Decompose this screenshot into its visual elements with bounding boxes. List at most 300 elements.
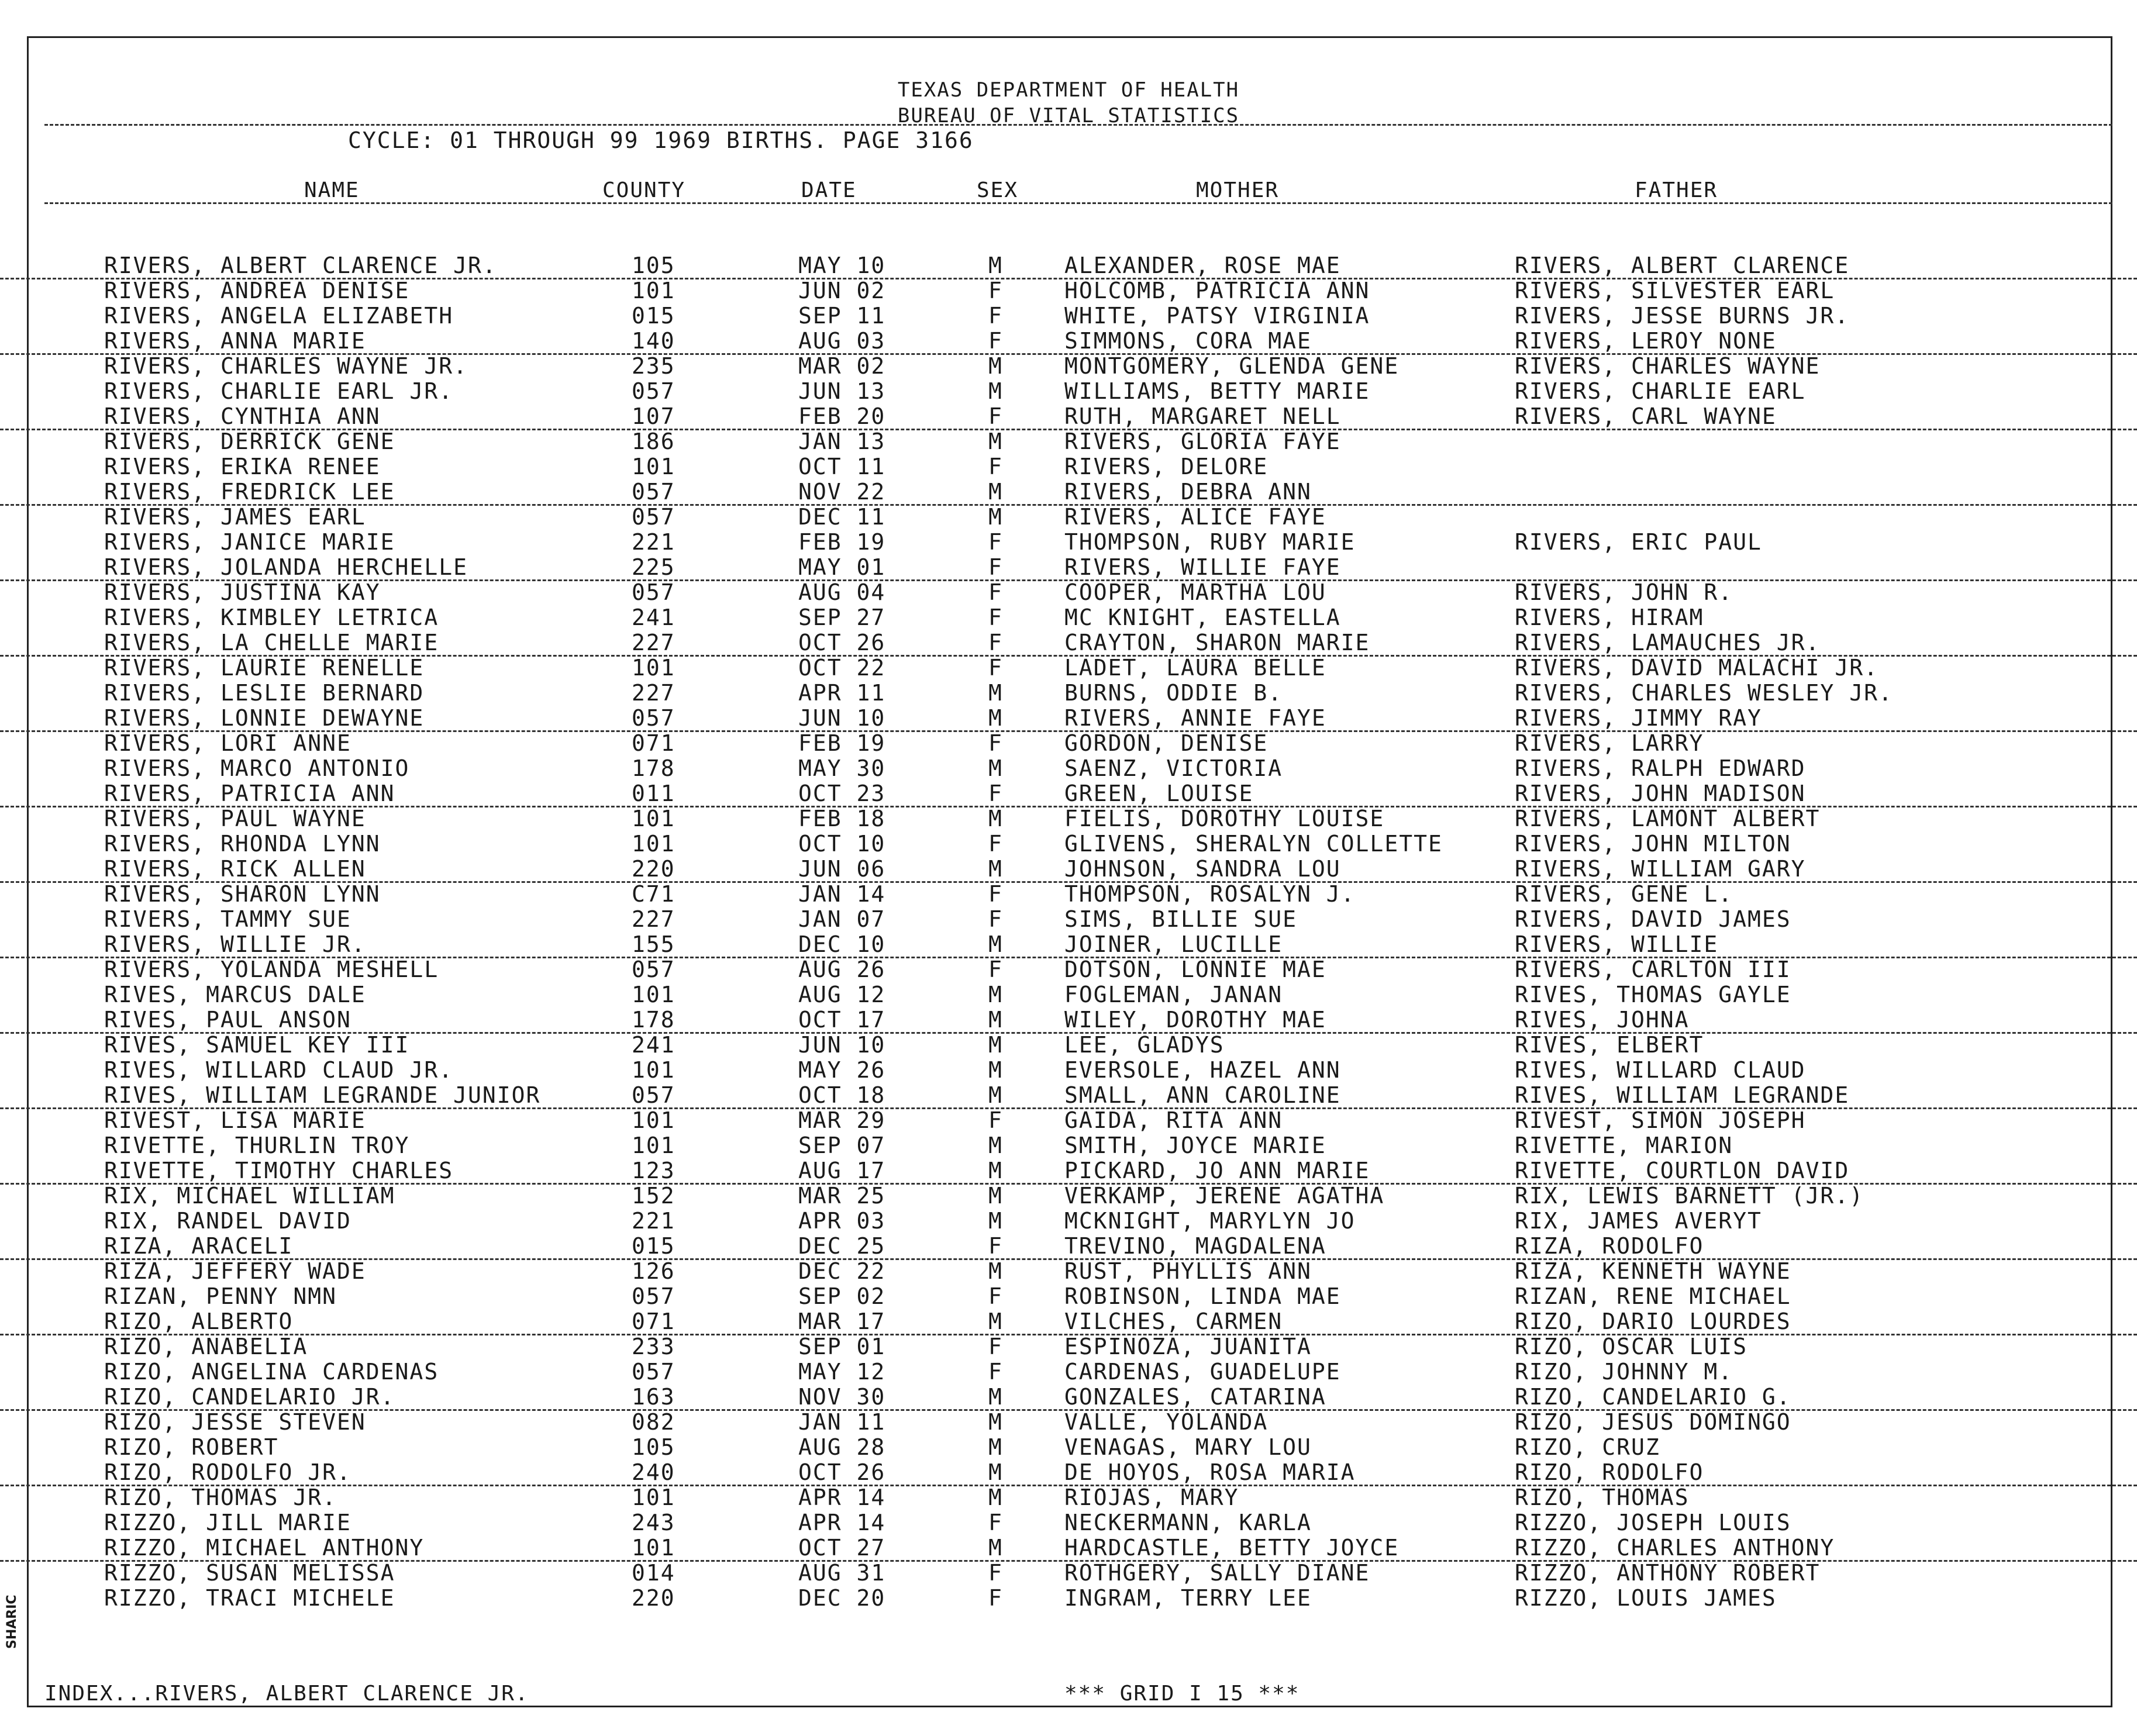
- cell-mother: BURNS, ODDIE B.: [1064, 680, 1283, 706]
- cell-father: RIVERS, ERIC PAUL: [1515, 529, 1762, 555]
- cell-father: RIVERS, JESSE BURNS JR.: [1515, 303, 1850, 329]
- table-row: [0, 278, 2137, 303]
- cell-father: RIZA, RODOLFO: [1515, 1233, 1704, 1259]
- cell-mother: NECKERMANN, KARLA: [1064, 1510, 1312, 1535]
- cell-date: OCT 18: [798, 1082, 886, 1108]
- table-row: [0, 1057, 2137, 1082]
- cell-date: APR 14: [798, 1485, 886, 1510]
- cell-name: RIZO, RODOLFO JR.: [104, 1459, 351, 1485]
- cell-county: 186: [632, 429, 675, 454]
- cell-sex: M: [988, 1057, 1003, 1083]
- cell-mother: FIELIS, DOROTHY LOUISE: [1064, 806, 1385, 831]
- table-row: [0, 781, 2137, 807]
- cell-name: RIVERS, JOLANDA HERCHELLE: [104, 554, 468, 580]
- cell-date: OCT 10: [798, 831, 886, 857]
- table-row: [0, 605, 2137, 630]
- cell-name: RIVERS, PAUL WAYNE: [104, 806, 366, 831]
- grid-footer: *** GRID I 15 ***: [1064, 1682, 1300, 1706]
- cell-name: RIVERS, SHARON LYNN: [104, 881, 381, 907]
- table-row: [0, 881, 2137, 906]
- cell-name: RIVERS, WILLIE JR.: [104, 931, 366, 957]
- cell-date: APR 14: [798, 1510, 886, 1535]
- cell-father: RIVERS, WILLIE: [1515, 931, 1719, 957]
- table-row: [0, 1334, 2137, 1359]
- cell-father: RIVES, THOMAS GAYLE: [1515, 982, 1791, 1007]
- cell-date: AUG 03: [798, 328, 886, 354]
- cell-date: OCT 23: [798, 781, 886, 806]
- cell-father: RIVETTE, COURTLON DAVID: [1515, 1158, 1850, 1183]
- cell-county: 101: [632, 1133, 675, 1158]
- cell-county: 235: [632, 353, 675, 379]
- cell-sex: M: [988, 353, 1003, 379]
- cell-sex: M: [988, 1485, 1003, 1510]
- cell-name: RIVERS, RICK ALLEN: [104, 856, 366, 882]
- cell-name: RIVETTE, TIMOTHY CHARLES: [104, 1158, 454, 1183]
- cell-mother: VILCHES, CARMEN: [1064, 1309, 1283, 1334]
- cell-name: RIVERS, FREDRICK LEE: [104, 479, 395, 505]
- cell-sex: F: [988, 831, 1003, 857]
- column-header-father: FATHER: [1635, 178, 1718, 202]
- cell-father: RIVERS, WILLIAM GARY: [1515, 856, 1806, 882]
- cell-county: 014: [632, 1560, 675, 1586]
- cell-date: FEB 20: [798, 403, 886, 429]
- cell-date: FEB 19: [798, 529, 886, 555]
- cell-sex: M: [988, 1007, 1003, 1033]
- cell-sex: F: [988, 881, 1003, 907]
- cell-date: DEC 25: [798, 1233, 886, 1259]
- table-row: [0, 378, 2137, 403]
- table-row: [0, 655, 2137, 680]
- cell-mother: SIMS, BILLIE SUE: [1064, 906, 1298, 932]
- cell-county: 071: [632, 730, 675, 756]
- cell-date: AUG 17: [798, 1158, 886, 1183]
- table-row: [0, 856, 2137, 883]
- cell-father: RIZZO, ANTHONY ROBERT: [1515, 1560, 1821, 1586]
- cell-name: RIZA, JEFFERY WADE: [104, 1258, 366, 1284]
- cell-date: DEC 22: [798, 1258, 886, 1284]
- cell-date: JUN 06: [798, 856, 886, 882]
- header-divider: [44, 124, 2112, 126]
- cell-mother: MC KNIGHT, EASTELLA: [1064, 605, 1341, 630]
- cell-date: OCT 26: [798, 1459, 886, 1485]
- cell-sex: F: [988, 1334, 1003, 1359]
- cell-father: RIZZO, JOSEPH LOUIS: [1515, 1510, 1791, 1535]
- table-row: [0, 429, 2137, 454]
- cell-mother: ESPINOZA, JUANITA: [1064, 1334, 1312, 1359]
- cell-sex: M: [988, 1309, 1003, 1334]
- cell-name: RIVERS, ALBERT CLARENCE JR.: [104, 253, 497, 278]
- table-row: [0, 403, 2137, 430]
- cell-name: RIVERS, ANNA MARIE: [104, 328, 366, 354]
- cell-date: MAY 12: [798, 1359, 886, 1385]
- cell-father: RIZZO, LOUIS JAMES: [1515, 1585, 1777, 1611]
- column-header-sex: SEX: [977, 178, 1019, 202]
- cell-mother: RIVERS, ANNIE FAYE: [1064, 705, 1326, 731]
- cell-father: RIVERS, LARRY: [1515, 730, 1704, 756]
- cell-date: JAN 07: [798, 906, 886, 932]
- cell-date: AUG 26: [798, 957, 886, 982]
- cell-name: RIVES, SAMUEL KEY III: [104, 1032, 410, 1058]
- cell-name: RIZO, ANABELIA: [104, 1334, 308, 1359]
- cell-mother: HOLCOMB, PATRICIA ANN: [1064, 278, 1370, 303]
- cell-name: RIVERS, LA CHELLE MARIE: [104, 630, 439, 655]
- cell-date: DEC 10: [798, 931, 886, 957]
- cell-date: JUN 13: [798, 378, 886, 404]
- cell-county: 057: [632, 957, 675, 982]
- cell-sex: M: [988, 1158, 1003, 1183]
- cell-county: 107: [632, 403, 675, 429]
- cell-sex: F: [988, 605, 1003, 630]
- cell-date: MAR 29: [798, 1107, 886, 1133]
- cell-mother: LADET, LAURA BELLE: [1064, 655, 1326, 681]
- table-row: [0, 1359, 2137, 1384]
- cell-date: FEB 18: [798, 806, 886, 831]
- cell-name: RIVES, WILLARD CLAUD JR.: [104, 1057, 454, 1083]
- cell-name: RIZZO, JILL MARIE: [104, 1510, 351, 1535]
- cell-sex: F: [988, 781, 1003, 806]
- cell-mother: ALEXANDER, ROSE MAE: [1064, 253, 1341, 278]
- table-row: [0, 1107, 2137, 1133]
- column-header-mother: MOTHER: [1196, 178, 1280, 202]
- cell-father: RIX, JAMES AVERYT: [1515, 1208, 1762, 1234]
- cell-sex: F: [988, 1560, 1003, 1586]
- cell-county: 057: [632, 579, 675, 605]
- table-row: [0, 1183, 2137, 1208]
- cell-mother: DOTSON, LONNIE MAE: [1064, 957, 1326, 982]
- cell-date: AUG 04: [798, 579, 886, 605]
- cell-name: RIVERS, JANICE MARIE: [104, 529, 395, 555]
- cell-sex: M: [988, 1434, 1003, 1460]
- cell-father: RIX, LEWIS BARNETT (JR.): [1515, 1183, 1864, 1209]
- cell-county: 178: [632, 755, 675, 781]
- table-row: [0, 1459, 2137, 1486]
- cell-county: 057: [632, 1359, 675, 1385]
- cell-mother: FOGLEMAN, JANAN: [1064, 982, 1283, 1007]
- cell-name: RIVERS, DERRICK GENE: [104, 429, 395, 454]
- cell-father: RIZO, CRUZ: [1515, 1434, 1660, 1460]
- cell-name: RIZO, ROBERT: [104, 1434, 279, 1460]
- cell-father: RIVES, WILLIAM LEGRANDE: [1515, 1082, 1850, 1108]
- cell-date: NOV 30: [798, 1384, 886, 1410]
- cell-name: RIVERS, ANDREA DENISE: [104, 278, 410, 303]
- cell-name: RIZO, CANDELARIO JR.: [104, 1384, 395, 1410]
- table-row: [0, 957, 2137, 982]
- cell-date: DEC 20: [798, 1585, 886, 1611]
- cell-sex: F: [988, 303, 1003, 329]
- cell-county: 101: [632, 278, 675, 303]
- cell-date: AUG 31: [798, 1560, 886, 1586]
- cell-county: 101: [632, 1485, 675, 1510]
- table-row: [0, 554, 2137, 581]
- cell-mother: DE HOYOS, ROSA MARIA: [1064, 1459, 1356, 1485]
- cell-mother: GONZALES, CATARINA: [1064, 1384, 1326, 1410]
- cell-mother: RIVERS, WILLIE FAYE: [1064, 554, 1341, 580]
- table-row: [0, 705, 2137, 732]
- cell-sex: F: [988, 630, 1003, 655]
- cell-mother: RUST, PHYLLIS ANN: [1064, 1258, 1312, 1284]
- cell-sex: M: [988, 931, 1003, 957]
- cell-mother: SMALL, ANN CAROLINE: [1064, 1082, 1341, 1108]
- cell-county: 178: [632, 1007, 675, 1033]
- cell-county: 227: [632, 630, 675, 655]
- table-row: [0, 529, 2137, 554]
- cell-date: JAN 11: [798, 1409, 886, 1435]
- cell-county: 220: [632, 856, 675, 882]
- table-row: [0, 579, 2137, 605]
- cell-sex: F: [988, 1233, 1003, 1259]
- cell-sex: F: [988, 328, 1003, 354]
- table-row: [0, 982, 2137, 1007]
- index-footer: INDEX...RIVERS, ALBERT CLARENCE JR.: [44, 1682, 529, 1706]
- cell-date: SEP 02: [798, 1283, 886, 1309]
- table-row: [0, 328, 2137, 355]
- cell-mother: TREVINO, MAGDALENA: [1064, 1233, 1326, 1259]
- table-row: [0, 1409, 2137, 1434]
- table-row: [0, 806, 2137, 831]
- cell-county: 101: [632, 806, 675, 831]
- cell-name: RIVERS, LONNIE DEWAYNE: [104, 705, 425, 731]
- cell-mother: RIVERS, GLORIA FAYE: [1064, 429, 1341, 454]
- cell-father: RIVERS, JIMMY RAY: [1515, 705, 1762, 731]
- table-row: [0, 730, 2137, 755]
- cell-name: RIVERS, RHONDA LYNN: [104, 831, 381, 857]
- cell-mother: VERKAMP, JERENE AGATHA: [1064, 1183, 1385, 1209]
- cell-sex: F: [988, 730, 1003, 756]
- cell-sex: M: [988, 1258, 1003, 1284]
- table-row: [0, 253, 2137, 279]
- cell-name: RIVETTE, THURLIN TROY: [104, 1133, 410, 1158]
- cell-date: JUN 02: [798, 278, 886, 303]
- cell-name: RIZZO, MICHAEL ANTHONY: [104, 1535, 425, 1561]
- cell-father: RIZZO, CHARLES ANTHONY: [1515, 1535, 1835, 1561]
- cell-sex: F: [988, 529, 1003, 555]
- cell-sex: M: [988, 705, 1003, 731]
- cell-date: OCT 26: [798, 630, 886, 655]
- cell-sex: M: [988, 856, 1003, 882]
- cell-name: RIZO, JESSE STEVEN: [104, 1409, 366, 1435]
- cell-date: AUG 28: [798, 1434, 886, 1460]
- cell-name: RIVERS, TAMMY SUE: [104, 906, 351, 932]
- cell-date: FEB 19: [798, 730, 886, 756]
- table-row: [0, 1133, 2137, 1158]
- cell-father: RIZO, JESUS DOMINGO: [1515, 1409, 1791, 1435]
- cell-father: RIVERS, HIRAM: [1515, 605, 1704, 630]
- table-row: [0, 1309, 2137, 1335]
- cell-name: RIZA, ARACELI: [104, 1233, 294, 1259]
- cell-date: SEP 07: [798, 1133, 886, 1158]
- cell-mother: THOMPSON, ROSALYN J.: [1064, 881, 1356, 907]
- cell-father: RIVERS, GENE L.: [1515, 881, 1733, 907]
- cell-name: RIZO, THOMAS JR.: [104, 1485, 337, 1510]
- cell-name: RIVERS, JUSTINA KAY: [104, 579, 381, 605]
- cell-county: 221: [632, 529, 675, 555]
- side-label: SHARIC: [5, 1595, 19, 1649]
- cell-mother: CARDENAS, GUADELUPE: [1064, 1359, 1341, 1385]
- cell-mother: SMITH, JOYCE MARIE: [1064, 1133, 1326, 1158]
- cell-father: RIVETTE, MARION: [1515, 1133, 1733, 1158]
- cell-name: RIVEST, LISA MARIE: [104, 1107, 366, 1133]
- cell-county: 123: [632, 1158, 675, 1183]
- cell-mother: SAENZ, VICTORIA: [1064, 755, 1283, 781]
- cell-mother: GORDON, DENISE: [1064, 730, 1269, 756]
- cell-sex: F: [988, 1283, 1003, 1309]
- cell-mother: VENAGAS, MARY LOU: [1064, 1434, 1312, 1460]
- cell-mother: RIVERS, ALICE FAYE: [1064, 504, 1326, 530]
- cell-sex: F: [988, 1107, 1003, 1133]
- column-header-county: COUNTY: [602, 178, 686, 202]
- cell-county: 241: [632, 605, 675, 630]
- cell-father: RIVERS, RALPH EDWARD: [1515, 755, 1806, 781]
- cell-name: RIVES, WILLIAM LEGRANDE JUNIOR: [104, 1082, 541, 1108]
- column-header-divider: [44, 202, 2112, 204]
- cell-date: JAN 13: [798, 429, 886, 454]
- cell-county: 227: [632, 906, 675, 932]
- cell-mother: RUTH, MARGARET NELL: [1064, 403, 1341, 429]
- column-header-date: DATE: [801, 178, 857, 202]
- cell-father: RIVERS, DAVID JAMES: [1515, 906, 1791, 932]
- cell-date: MAY 30: [798, 755, 886, 781]
- cell-father: RIVES, WILLARD CLAUD: [1515, 1057, 1806, 1083]
- cell-name: RIZO, ANGELINA CARDENAS: [104, 1359, 439, 1385]
- agency-title: TEXAS DEPARTMENT OF HEALTH: [897, 78, 1240, 102]
- cell-name: RIVERS, CHARLIE EARL JR.: [104, 378, 454, 404]
- cell-mother: ROBINSON, LINDA MAE: [1064, 1283, 1341, 1309]
- bureau-title: BUREAU OF VITAL STATISTICS: [897, 104, 1240, 127]
- cell-county: 163: [632, 1384, 675, 1410]
- cell-date: OCT 27: [798, 1535, 886, 1561]
- cell-sex: M: [988, 1133, 1003, 1158]
- table-row: [0, 1233, 2137, 1260]
- cell-mother: SIMMONS, CORA MAE: [1064, 328, 1312, 354]
- table-row: [0, 1007, 2137, 1034]
- cell-county: 140: [632, 328, 675, 354]
- table-row: [0, 454, 2137, 479]
- cell-father: RIZAN, RENE MICHAEL: [1515, 1283, 1791, 1309]
- table-row: [0, 1283, 2137, 1309]
- cell-name: RIZZO, SUSAN MELISSA: [104, 1560, 395, 1586]
- cell-name: RIZAN, PENNY NMN: [104, 1283, 337, 1309]
- cell-name: RIVERS, ERIKA RENEE: [104, 454, 381, 479]
- cell-county: 011: [632, 781, 675, 806]
- table-row: [0, 1384, 2137, 1411]
- cell-sex: M: [988, 1208, 1003, 1234]
- cell-date: AUG 12: [798, 982, 886, 1007]
- cell-sex: M: [988, 1384, 1003, 1410]
- cell-date: DEC 11: [798, 504, 886, 530]
- cell-date: JUN 10: [798, 705, 886, 731]
- cell-county: 233: [632, 1334, 675, 1359]
- cell-father: RIVERS, JOHN MILTON: [1515, 831, 1791, 857]
- table-row: [0, 1510, 2137, 1535]
- cell-county: 057: [632, 504, 675, 530]
- cell-date: OCT 22: [798, 655, 886, 681]
- cell-county: 057: [632, 705, 675, 731]
- cell-county: 101: [632, 454, 675, 479]
- cell-sex: F: [988, 655, 1003, 681]
- cell-father: RIZO, CANDELARIO G.: [1515, 1384, 1791, 1410]
- cell-father: RIVERS, JOHN R.: [1515, 579, 1733, 605]
- cell-name: RIX, RANDEL DAVID: [104, 1208, 351, 1234]
- cell-mother: GAIDA, RITA ANN: [1064, 1107, 1283, 1133]
- cell-sex: M: [988, 504, 1003, 530]
- cell-father: RIVERS, CHARLES WESLEY JR.: [1515, 680, 1893, 706]
- cell-name: RIZO, ALBERTO: [104, 1309, 294, 1334]
- cell-mother: JOINER, LUCILLE: [1064, 931, 1283, 957]
- cell-date: MAR 17: [798, 1309, 886, 1334]
- cell-date: OCT 11: [798, 454, 886, 479]
- cell-sex: F: [988, 403, 1003, 429]
- table-row: [0, 1560, 2137, 1585]
- cell-mother: RIOJAS, MARY: [1064, 1485, 1239, 1510]
- cell-father: RIVES, JOHNA: [1515, 1007, 1690, 1033]
- cell-sex: M: [988, 755, 1003, 781]
- cell-date: SEP 27: [798, 605, 886, 630]
- cell-date: MAY 01: [798, 554, 886, 580]
- cell-sex: F: [988, 554, 1003, 580]
- cell-father: RIVERS, DAVID MALACHI JR.: [1515, 655, 1879, 681]
- cell-sex: M: [988, 982, 1003, 1007]
- cell-mother: RIVERS, DELORE: [1064, 454, 1269, 479]
- cell-date: MAR 25: [798, 1183, 886, 1209]
- cell-sex: M: [988, 1459, 1003, 1485]
- cell-county: 220: [632, 1585, 675, 1611]
- cell-county: 057: [632, 1082, 675, 1108]
- cell-name: RIX, MICHAEL WILLIAM: [104, 1183, 395, 1209]
- cell-mother: GREEN, LOUISE: [1064, 781, 1254, 806]
- cell-name: RIVERS, MARCO ANTONIO: [104, 755, 410, 781]
- cell-county: 225: [632, 554, 675, 580]
- cell-name: RIVERS, CYNTHIA ANN: [104, 403, 381, 429]
- table-row: [0, 931, 2137, 958]
- cell-name: RIZZO, TRACI MICHELE: [104, 1585, 395, 1611]
- cell-county: 082: [632, 1409, 675, 1435]
- cell-date: JUN 10: [798, 1032, 886, 1058]
- cell-date: MAY 10: [798, 253, 886, 278]
- cell-name: RIVES, MARCUS DALE: [104, 982, 366, 1007]
- cell-mother: COOPER, MARTHA LOU: [1064, 579, 1326, 605]
- cell-sex: F: [988, 1359, 1003, 1385]
- cell-sex: M: [988, 1032, 1003, 1058]
- cell-date: APR 11: [798, 680, 886, 706]
- cell-mother: MONTGOMERY, GLENDA GENE: [1064, 353, 1400, 379]
- cell-sex: F: [988, 1585, 1003, 1611]
- cycle-line: CYCLE: 01 THROUGH 99 1969 BIRTHS. PAGE 3166: [348, 127, 974, 153]
- cell-mother: HARDCASTLE, BETTY JOYCE: [1064, 1535, 1400, 1561]
- cell-father: RIZO, OSCAR LUIS: [1515, 1334, 1748, 1359]
- cell-father: RIZO, DARIO LOURDES: [1515, 1309, 1791, 1334]
- cell-mother: JOHNSON, SANDRA LOU: [1064, 856, 1341, 882]
- cell-name: RIVERS, LORI ANNE: [104, 730, 351, 756]
- cell-sex: F: [988, 579, 1003, 605]
- cell-county: 101: [632, 1057, 675, 1083]
- cell-date: SEP 11: [798, 303, 886, 329]
- cell-father: RIVERS, SILVESTER EARL: [1515, 278, 1835, 303]
- cell-mother: WILLIAMS, BETTY MARIE: [1064, 378, 1370, 404]
- cell-name: RIVERS, YOLANDA MESHELL: [104, 957, 439, 982]
- cell-sex: M: [988, 1082, 1003, 1108]
- cell-county: 101: [632, 1107, 675, 1133]
- cell-sex: M: [988, 378, 1003, 404]
- table-row: [0, 630, 2137, 657]
- cell-sex: M: [988, 253, 1003, 278]
- table-row: [0, 1158, 2137, 1185]
- cell-sex: M: [988, 806, 1003, 831]
- cell-sex: F: [988, 957, 1003, 982]
- column-header-name: NAME: [304, 178, 360, 202]
- cell-mother: RIVERS, DEBRA ANN: [1064, 479, 1312, 505]
- cell-father: RIVERS, CHARLES WAYNE: [1515, 353, 1821, 379]
- table-row: [0, 479, 2137, 506]
